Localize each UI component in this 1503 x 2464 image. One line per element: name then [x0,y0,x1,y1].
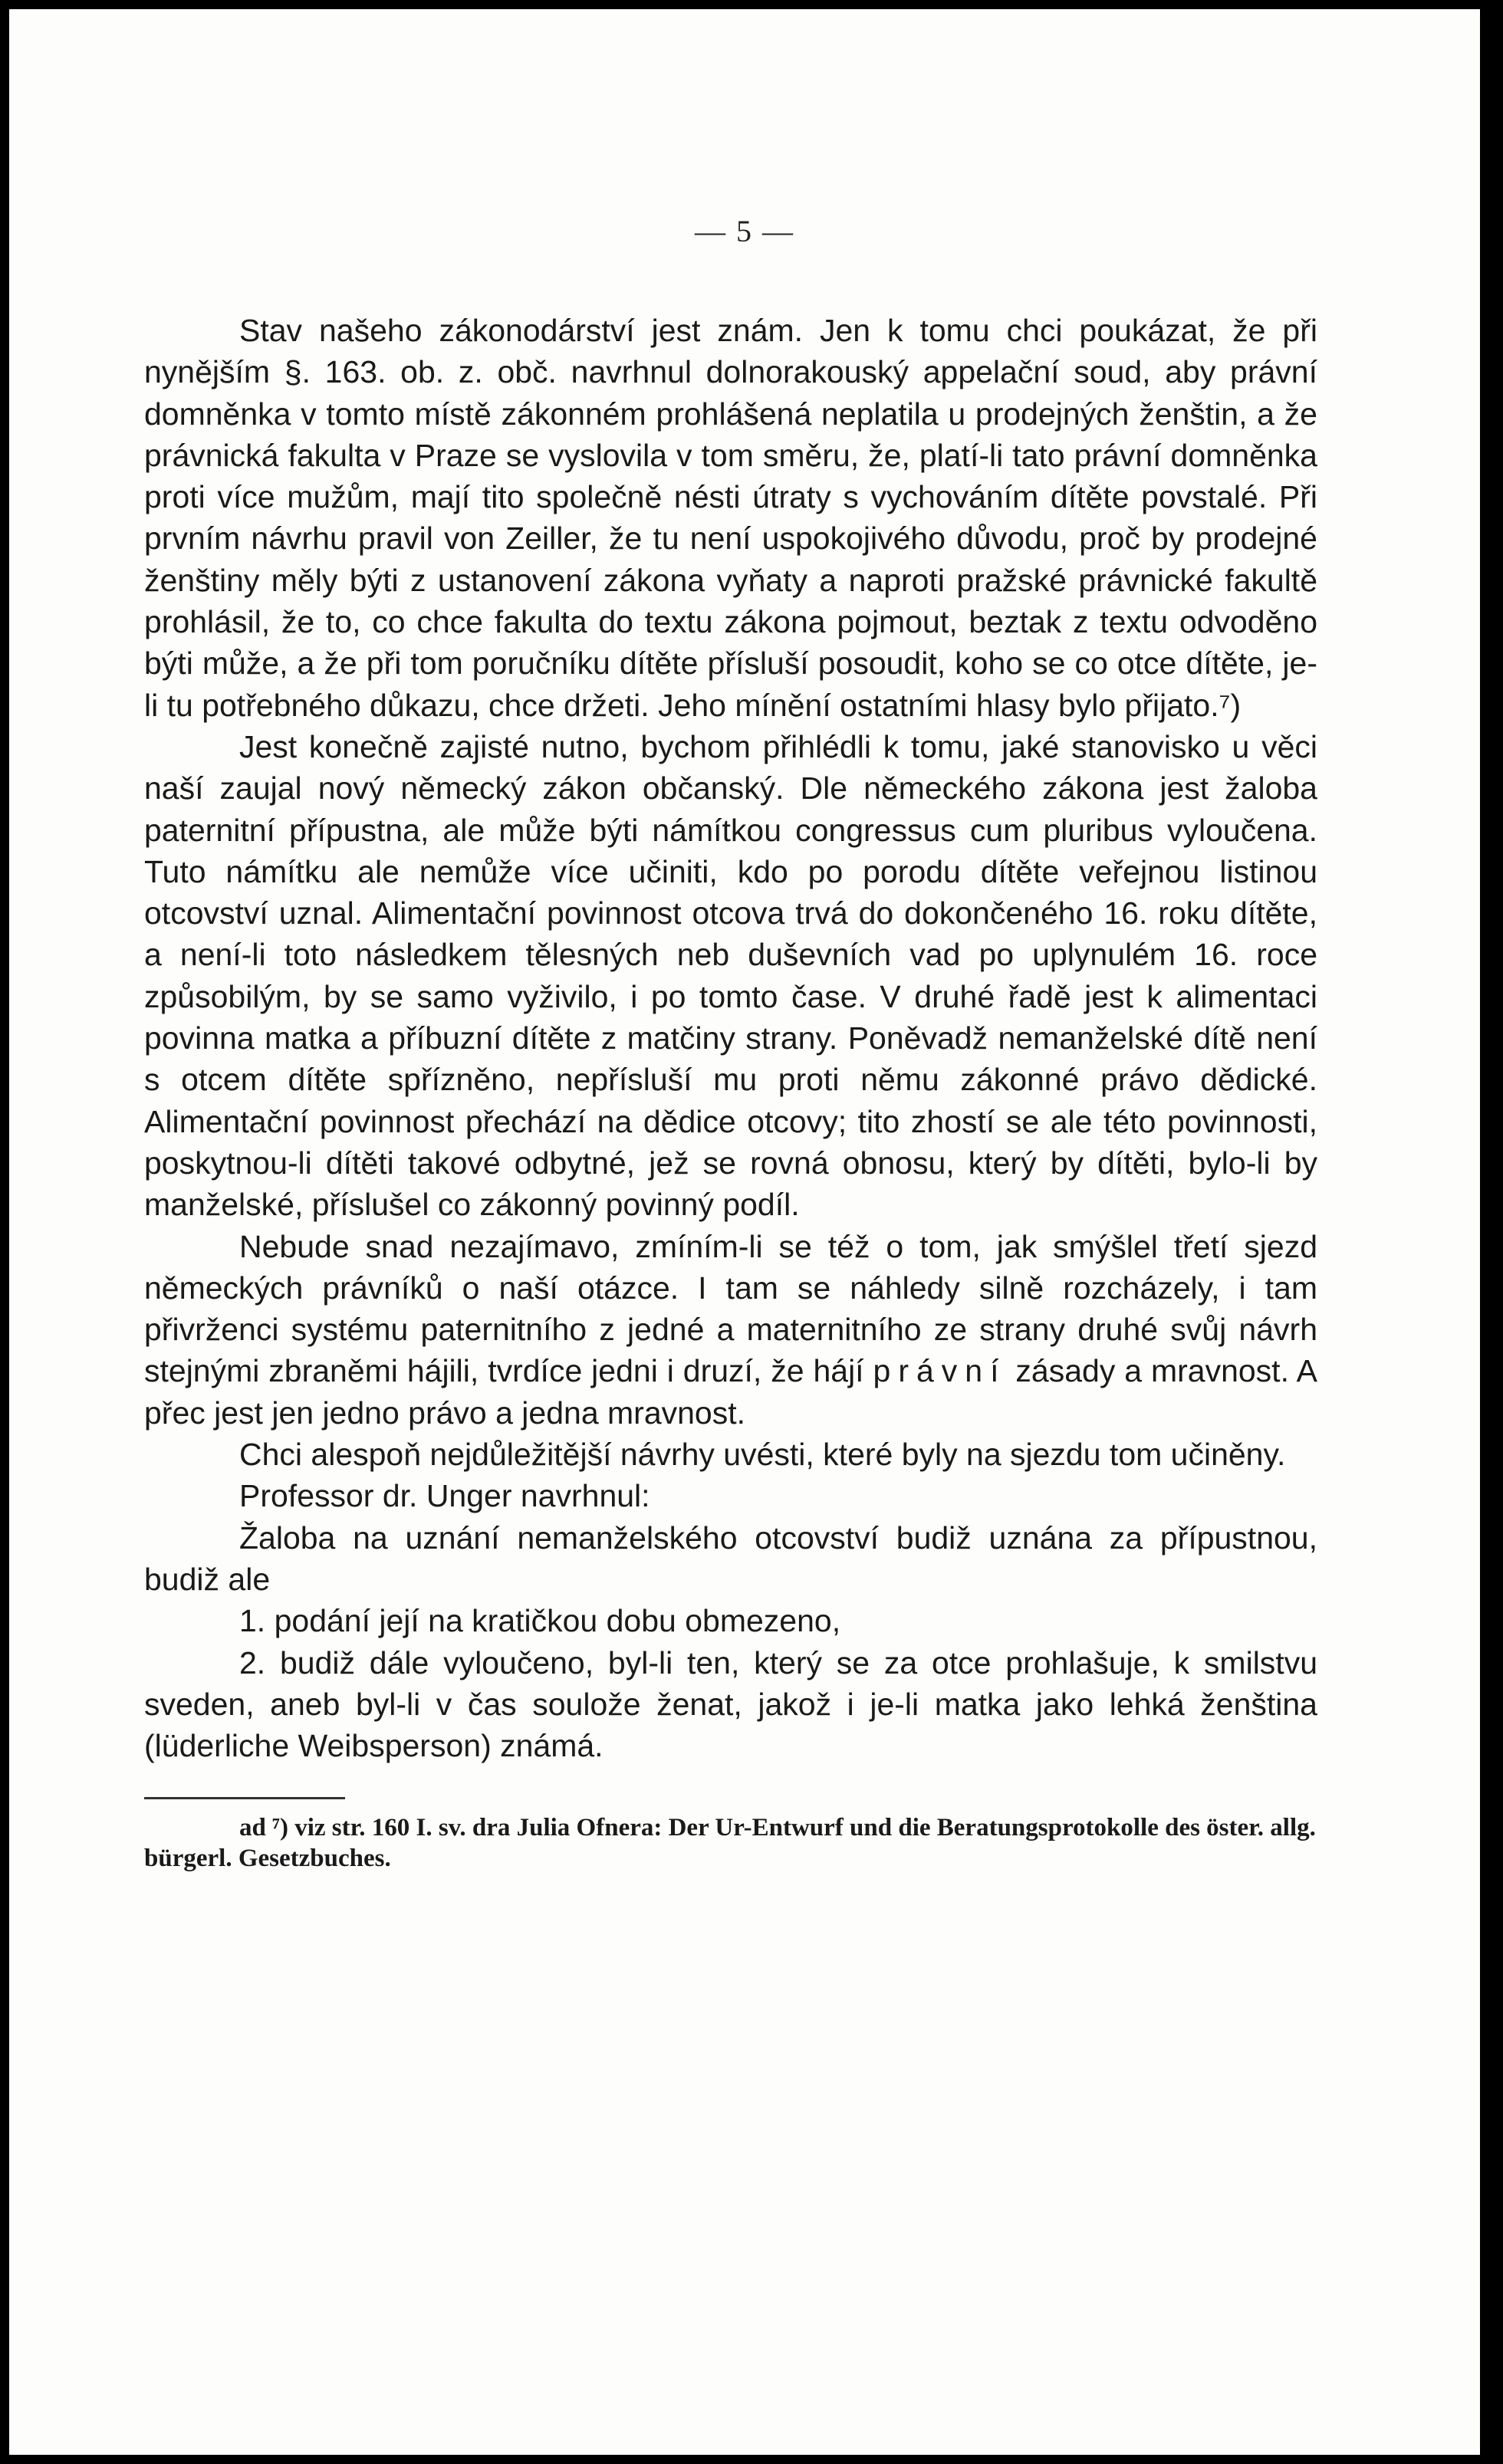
footnote: ad ⁷) viz str. 160 I. sv. dra Julia Ofnera: Der Ur-Entwurf und die Beratungsprotokolle des öster. allg. bürgerl. Gesetzbuches. [144,1814,1316,1872]
book-page [9,9,1480,2455]
paragraph-5: Professor dr. Unger navrhnul: [239,1478,650,1514]
spaced-word: právní [873,1353,1007,1389]
list-item-2: 2. budiž dále vyloučeno, byl-li ten, který se za otce prohlašuje, k smilstvu sveden, aneb byl-li v čas soulože ženat, jakož i je-li matka jako lehká ženština (lüderliche Weibsperson) známá. [144,1644,1317,1764]
page-number: — 5 — [695,214,794,248]
paragraph-2: Jest konečně zajisté nutno, bychom přihlédli k tomu, jaké stanovisko u věci naší zaujal nový německý zákon občanský. Dle německého zákona jest žaloba paternitní přípustna, ale může býti námítkou congressus cum pluribus vyloučena. Tuto námítku ale nemůže více učiniti, kdo po porodu dítěte veřejnou listinou otcovství uznal. Alimentační povinnost otcova trvá do dokončeného 16. roku dítěte, a není-li toto následkem tělesných neb duševních vad po uplynulém 16. roce způsobilým, by se samo vyživilo, i po tomto čase. V druhé řadě jest k alimentaci povinna matka a příbuzní dítěte z matčiny strany. Poněvadž nemanželské dítě není s otcem dítěte spřízněno, nepřísluší mu proti němu zákonné právo dědické. Alimentační povinnost přechází na dědice otcovy; tito zhostí se ale této povinnosti, poskytnou-li dítěti takové odbytné, jež se rovná obnosu, který by dítěti, bylo-li by manželské, příslušel co zákonný povinný podíl. [144,728,1317,1223]
paragraph-3-text: Nebude snad nezajímavo, zmíním-li se též o tom, jak smýšlel třetí sjezd německých právníků o naší otázce. I tam se náhledy silně rozcházely, i tam přivrženci systému paternitního z jedné a maternitního ze strany druhé svůj návrh stejnými zbraněmi hájili, tvrdíce jedni i druzí, že hájí [144,1228,1317,1389]
paragraph-3 [144,1226,1317,1434]
paragraph-6: Žaloba na uznání nemanželského otcovství budiž uznána za přípustnou, budiž ale [144,1519,1317,1597]
main-text [144,310,1317,1766]
paragraph-3-tail: zásady a mravnost. A přec jest jen jedno právo a jedna mravnost. [144,1353,1317,1431]
list-item-1: 1. podání její na kratičkou dobu obmezeno, [239,1603,841,1639]
footnote-divider [144,1797,345,1799]
paragraph-4: Chci alespoň nejdůležitější návrhy uvésti, které byly na sjezdu tom učiněny. [239,1437,1286,1473]
paragraph-1: Stav našeho zákonodárství jest znám. Jen k tomu chci poukázat, že při nynějším §. 163. ob. z. obč. navrhnul dolnorakouský appelační soud, aby právní domněnka v tomto místě zákonném prohlášená neplatila u prodejných ženštin, a že právnická fakulta v Praze se vyslovila v tom směru, že, platí-li tato právní domněnka proti více mužům, mají tito společně nésti útraty s vychováním dítěte povstalé. Při prvním návrhu pravil von Zeiller, že tu není uspokojivého důvodu, proč by prodejné ženštiny měly býti z ustanovení zákona vyňaty a naproti pražské právnické fakultě prohlásil, že to, co chce fakulta do textu zákona pojmout, beztak z textu odvoděno býti může, a že při tom poručníku dítěte přísluší posoudit, koho se co otce dítěte, je-li tu potřebného důkazu, chce držeti. Jeho mínění ostatními hlasy bylo přijato.⁷) [144,313,1317,723]
